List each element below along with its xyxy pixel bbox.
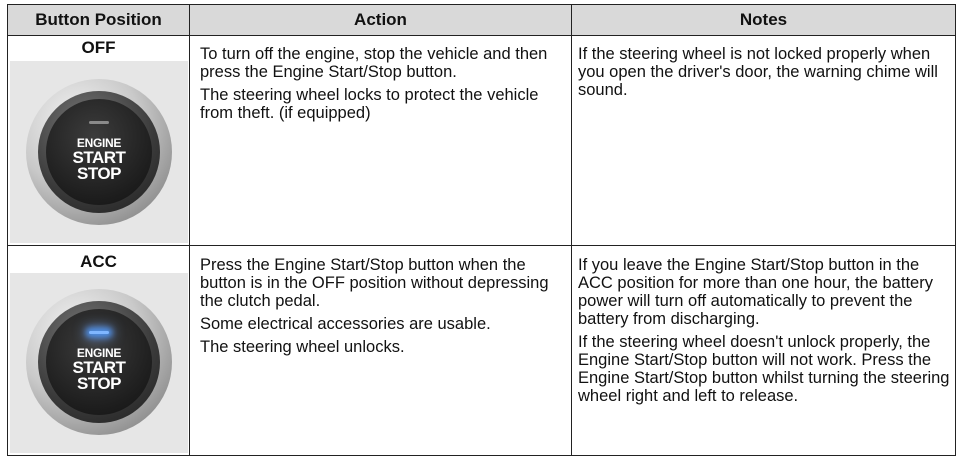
button-text-stop: STOP <box>77 374 121 393</box>
header-notes: Notes <box>572 5 955 35</box>
position-label-off: OFF <box>81 38 116 57</box>
notes-text: If the steering wheel is not locked properly when you open the driver's door, the warning chime will sound. <box>578 45 938 99</box>
indicator-lit-icon <box>89 331 109 334</box>
action-text: The steering wheel locks to protect the vehicle from theft. (if equipped) <box>200 86 539 122</box>
position-label-acc: ACC <box>80 252 117 271</box>
notes-cell-off <box>578 45 950 104</box>
row-divider <box>8 245 955 246</box>
notes-text: If you leave the Engine Start/Stop button in the ACC position for more than one hour, the battery power will turn off automatically to prevent the battery from discharging. <box>578 256 933 328</box>
engine-button-off-image <box>10 61 188 243</box>
action-text: The steering wheel unlocks. <box>200 338 405 356</box>
header-button-position: Button Position <box>8 5 189 35</box>
column-divider <box>189 5 190 455</box>
button-text-engine: ENGINE <box>76 346 122 360</box>
engine-start-stop-button <box>46 99 152 205</box>
action-text: Press the Engine Start/Stop button when the button is in the OFF position without depressing the clutch pedal. <box>200 256 549 310</box>
button-text-start: START <box>72 148 126 167</box>
action-cell-off <box>200 45 566 127</box>
notes-text: If the steering wheel doesn't unlock properly, the Engine Start/Stop button will not work. Press the Engine Start/Stop button whilst turning the steering wheel right and left to release. <box>578 333 950 405</box>
button-text-engine: ENGINE <box>76 136 122 150</box>
row-divider <box>8 35 955 36</box>
column-divider <box>571 5 572 455</box>
button-text-start: START <box>72 358 126 377</box>
engine-start-stop-button <box>46 309 152 415</box>
indicator-off-icon <box>89 121 109 124</box>
notes-cell-acc <box>578 256 950 410</box>
button-text-stop: STOP <box>77 164 121 183</box>
ignition-position-table <box>7 4 956 456</box>
action-text: Some electrical accessories are usable. <box>200 315 491 333</box>
engine-button-acc-image <box>10 273 188 453</box>
action-text: To turn off the engine, stop the vehicle and then press the Engine Start/Stop button. <box>200 45 548 81</box>
header-action: Action <box>190 5 571 35</box>
action-cell-acc <box>200 256 566 361</box>
